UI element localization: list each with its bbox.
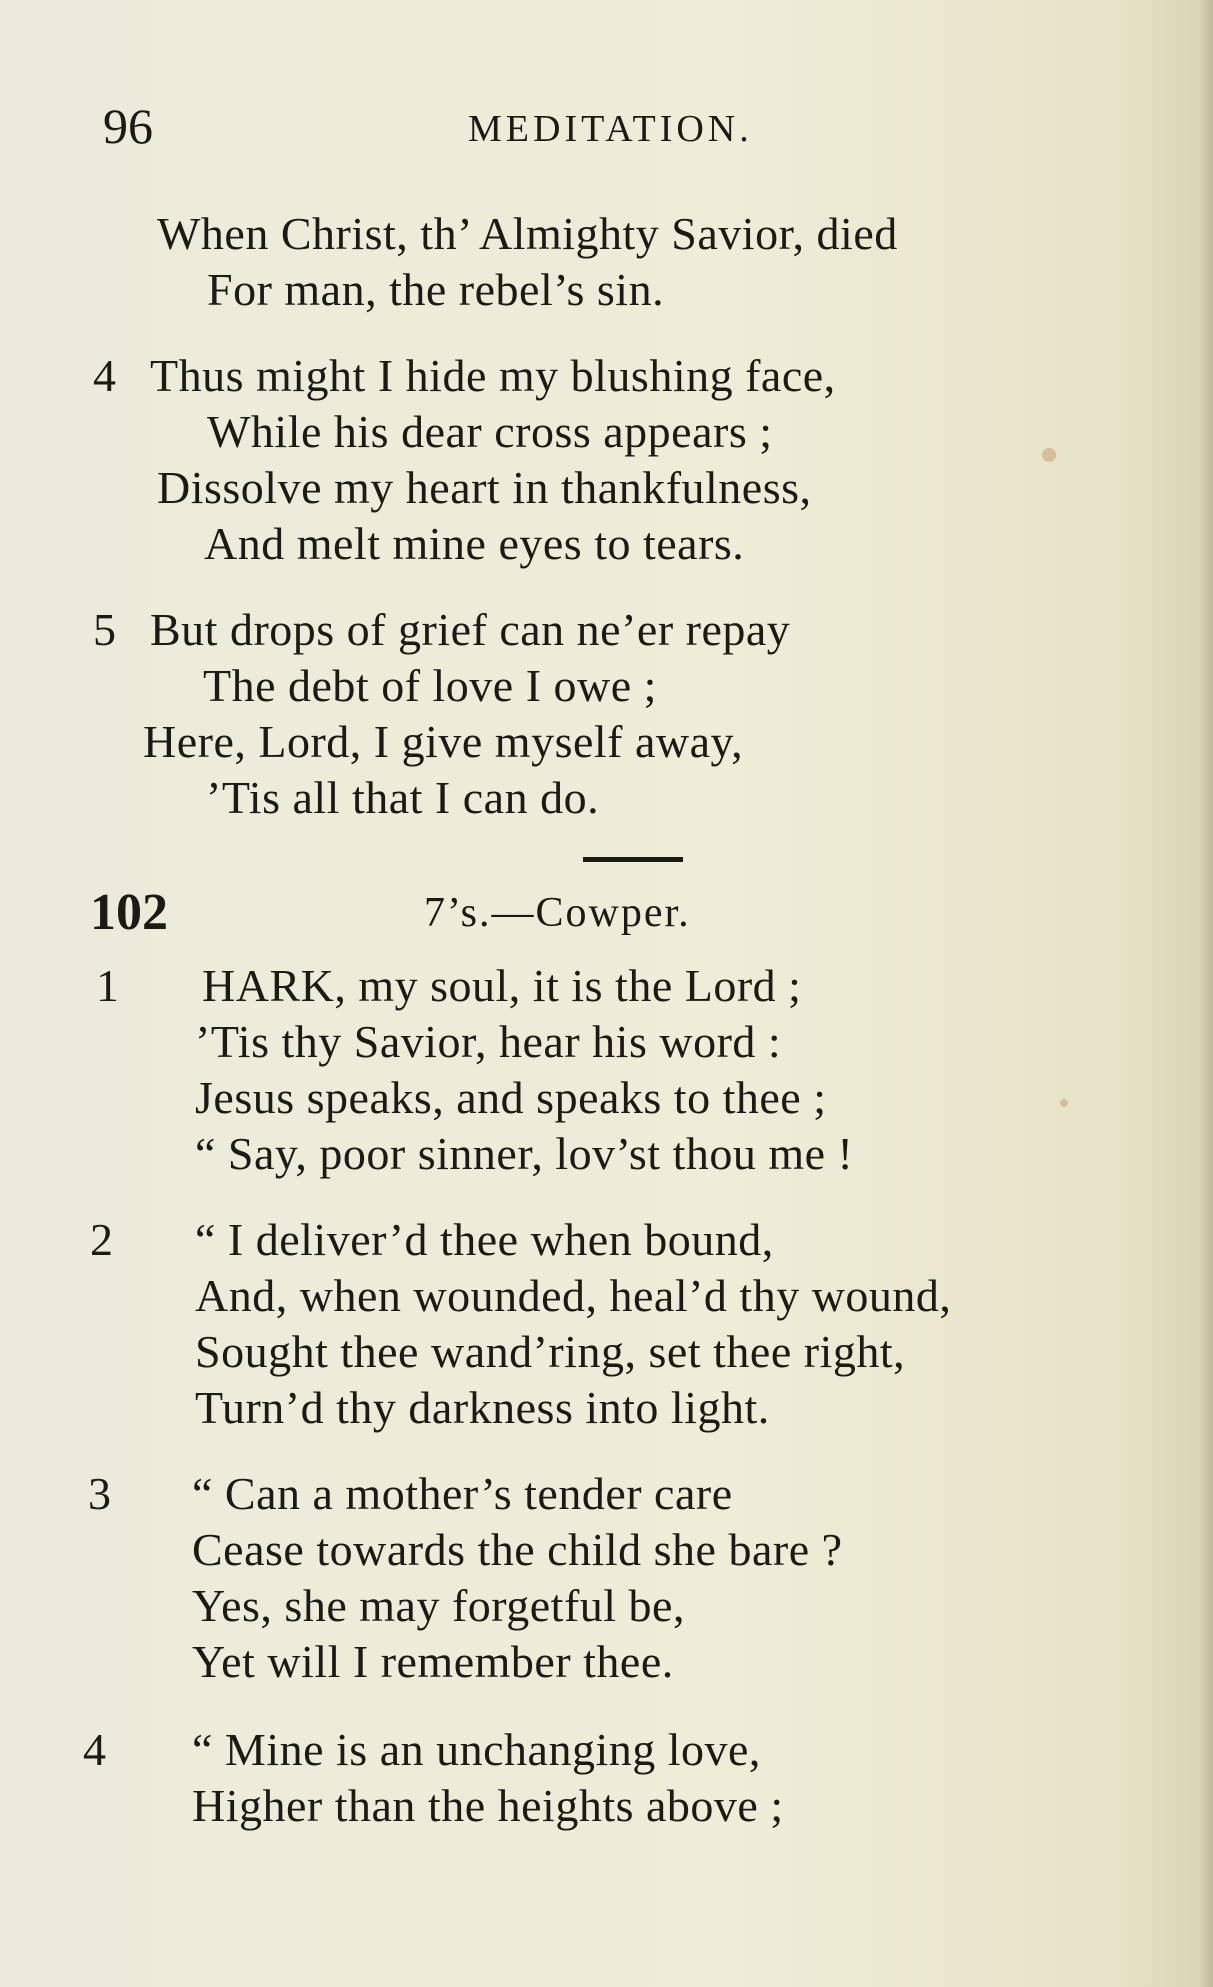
verse-line: Here, Lord, I give myself away, xyxy=(143,716,744,767)
verse-line: But drops of grief can ne’er repay xyxy=(150,604,791,655)
verse-line: ’Tis all that I can do. xyxy=(206,772,600,823)
verse-line: HARK, my soul, it is the Lord ; xyxy=(202,960,802,1011)
stanza-number: 5 xyxy=(93,604,116,655)
stanza-number: 2 xyxy=(90,1214,113,1265)
verse-line: While his dear cross appears ; xyxy=(207,406,773,457)
verse-line: Turn’d thy darkness into light. xyxy=(195,1382,770,1433)
hymn-number: 102 xyxy=(90,884,168,941)
section-divider xyxy=(583,857,683,862)
stanza-number: 4 xyxy=(93,350,116,401)
verse-line: Cease towards the child she bare ? xyxy=(192,1524,843,1575)
verse-line: And melt mine eyes to tears. xyxy=(204,518,745,569)
verse-line: Dissolve my heart in thankfulness, xyxy=(157,462,812,513)
verse-line: ’Tis thy Savior, hear his word : xyxy=(195,1016,782,1067)
verse-line: “ I deliver’d thee when bound, xyxy=(195,1214,774,1265)
verse-line: When Christ, th’ Almighty Savior, died xyxy=(157,208,898,259)
verse-line: “ Mine is an unchanging love, xyxy=(192,1724,761,1775)
paper-stain xyxy=(1060,1099,1068,1107)
verse-line: “ Say, poor sinner, lov’st thou me ! xyxy=(195,1128,854,1179)
verse-line: The debt of love I owe ; xyxy=(203,660,657,711)
stanza-number: 1 xyxy=(96,960,119,1011)
verse-line: Jesus speaks, and speaks to thee ; xyxy=(195,1072,827,1123)
stanza-number: 3 xyxy=(88,1468,111,1519)
verse-line: Sought thee wand’ring, set thee right, xyxy=(195,1326,906,1377)
page-title: MEDITATION. xyxy=(468,108,753,150)
verse-line: Yet will I remember thee. xyxy=(192,1636,674,1687)
page-edge-shadow xyxy=(1199,0,1213,1987)
page-number: 96 xyxy=(103,98,153,154)
hymn-meter-author: 7’s.—Cowper. xyxy=(424,890,691,936)
verse-line: Thus might I hide my blushing face, xyxy=(150,350,836,401)
verse-line: And, when wounded, heal’d thy wound, xyxy=(195,1270,952,1321)
verse-line: Yes, she may forgetful be, xyxy=(192,1580,685,1631)
verse-line: For man, the rebel’s sin. xyxy=(207,264,665,315)
paper-stain xyxy=(1042,448,1056,462)
verse-line: Higher than the heights above ; xyxy=(192,1780,784,1831)
stanza-number: 4 xyxy=(83,1724,106,1775)
verse-line: “ Can a mother’s tender care xyxy=(192,1468,733,1519)
